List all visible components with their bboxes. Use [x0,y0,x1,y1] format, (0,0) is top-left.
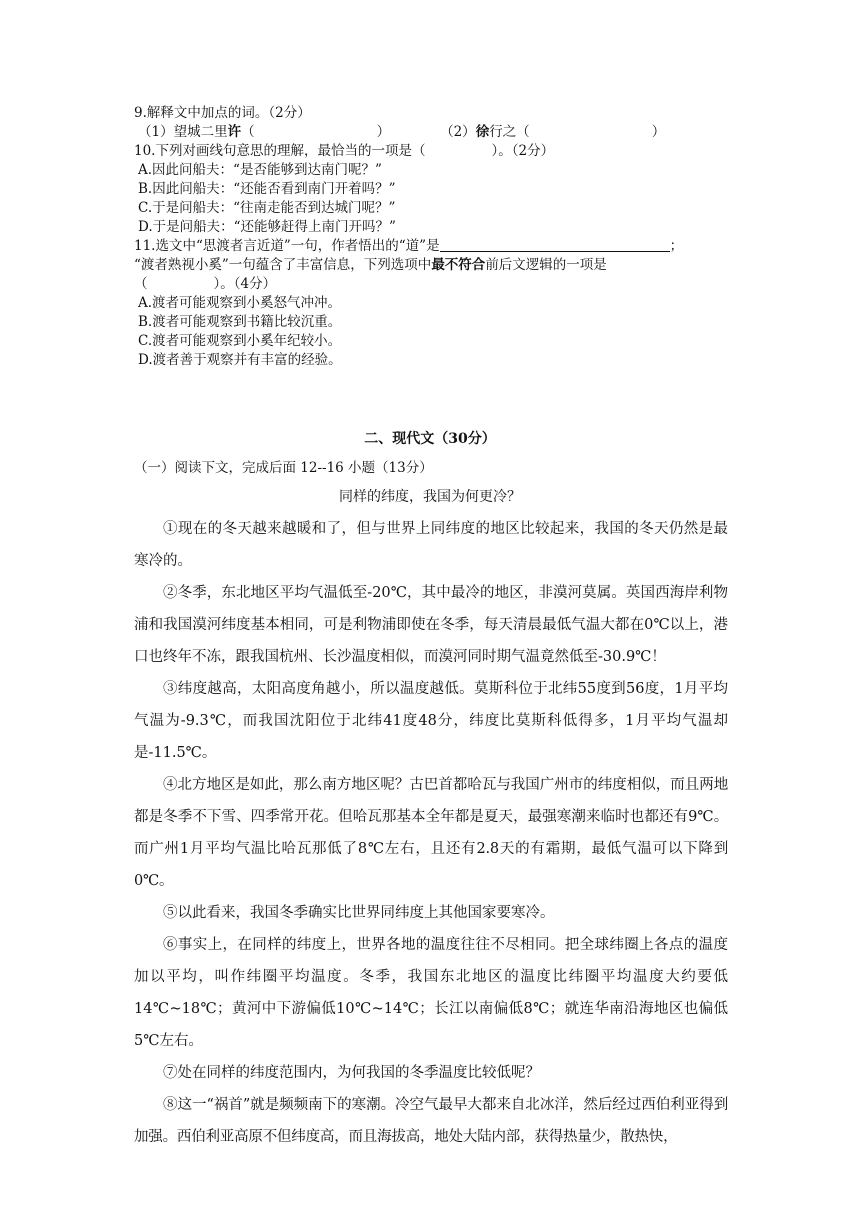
q11-answer-underline[interactable] [440,237,670,252]
paragraph-7: ⑦处在同样的纬度范围内，为何我国的冬季温度比较低呢？ [163,1065,540,1081]
q9-dotted-word-1: 许 [227,124,242,140]
paragraph-1: ①现在的冬天越来越暖和了，但与世界上同纬度的地区比较起来，我国的冬天仍然是最寒冷的。 [134,521,728,569]
q9-stem: 9.解释文中加点的词。（2分） [134,105,311,121]
q10-option-d: D.于是问船夫：“还能够赶得上南门开吗？” [138,219,396,235]
classical-questions [134,104,734,370]
paragraph-2: ②冬季，东北地区平均气温低至-20℃，其中最冷的地区，非漠河莫属。英国西海岸利物浦和我国漠河纬度基本相同，可是利物浦即使在冬季，每天清晨最低气温大都在0℃以上，港口也终年不冻，跟我国杭州、长沙温度相似，而漠河同时期气温竟然低至-30.9℃！ [134,585,728,665]
q11-stem: 11.选文中“思渡者言近道”一句，作者悟出的“道”是 ； [134,238,684,254]
paragraph-5: ⑤以此看来，我国冬季确实比世界同纬度上其他国家要寒冷。 [163,905,555,921]
q11-stem-line3: （ ）。（4分） [134,276,277,292]
q9-dotted-word-2: 徐 [475,124,490,140]
essay-title: 同样的纬度，我国为何更冷？ [339,489,521,505]
paragraph-6: ⑥事实上，在同样的纬度上，世界各地的温度往往不尽相同。把全球纬圈上各点的温度加以平均，叫作纬圈平均温度。冬季，我国东北地区的温度比纬圈平均温度大约要低14℃~18℃；黄河中下游偏低10℃~14℃；长江以南偏低8℃；就连华南沿海地区也偏低5℃左右。 [134,937,728,1049]
section-intro: （一）阅读下文，完成后面 12--16 小题（13分） [134,460,433,476]
q11-option-a: A.渡者可能观察到小奚怒气冲冲。 [138,295,342,311]
q11-option-b: B.渡者可能观察到书籍比较沉重。 [138,314,342,330]
essay-body [134,513,728,1153]
paragraph-3: ③纬度越高，太阳高度角越小，所以温度越低。莫斯科位于北纬55度到56度，1月平均气温为-9.3℃，而我国沈阳位于北纬41度48分，纬度比莫斯科低得多，1月平均气温却是-11.5℃。 [134,681,728,761]
q11-option-c: C.渡者可能观察到小奚年纪较小。 [138,333,342,349]
q10-option-c: C.于是问船夫：“往南走能否到达城门呢？” [138,200,396,216]
paragraph-8: ⑧这一“祸首”就是频频南下的寒潮。冷空气最早大都来自北冰洋，然后经过西伯利亚得到加强。西伯利亚高原不但纬度高，而且海拔高，地处大陆内部，获得热量少，散热快， [134,1097,728,1145]
q11-stem-line2: “渡者熟视小奚”一句蕴含了丰富信息，下列选项中最不符合前后文逻辑的一项是 [134,257,607,273]
q11-emphasis: 最不符合 [431,257,486,273]
q10-stem: 10.下列对画线句意思的理解，最恰当的一项是（ ）。（2分） [134,143,555,159]
q10-option-a: A.因此问船夫：“是否能够到达南门呢？” [138,162,382,178]
q11-option-d: D.渡者善于观察并有丰富的经验。 [138,352,342,368]
q9-items: （1）望城二里许（ ） （2）徐行之（ ） [138,124,666,140]
paragraph-4: ④北方地区是如此，那么南方地区呢？古巴首都哈瓦与我国广州市的纬度相似，而且两地都是冬季不下雪、四季常开花。但哈瓦那基本全年都是夏天，最强寒潮来临时也都还有9℃。而广州1月平均气温比哈瓦那低了8℃左右，且还有2.8天的有霜期，最低气温可以下降到0℃。 [134,777,728,889]
q10-option-b: B.因此问船夫：“还能否看到南门开着吗？” [138,181,396,197]
section-title: 二、现代文（30分） [364,431,496,447]
